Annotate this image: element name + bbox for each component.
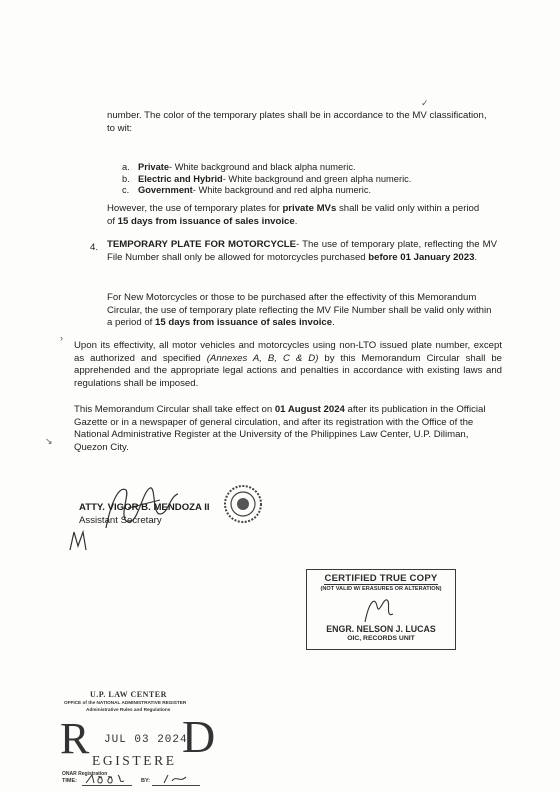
list-item: b. Electric and Hybrid- White background and green alpha numeric. bbox=[122, 173, 412, 184]
intro-paragraph: number. The color of the temporary plates shall be in accordance to the MV classification, to wit: bbox=[107, 110, 487, 134]
initials-mark bbox=[66, 528, 92, 554]
effectivity-paragraph: Upon its effectivity, all motor vehicles and motorcycles using non-LTO issued plate number, except as authorized and specified (Annexes A, B, C & D) by this Memorandum Circular shall be apprehended and the appropriate legal actions and penalties in accordance with existing laws and regulations shall be imposed. bbox=[74, 340, 502, 389]
registered-word: EGISTERE bbox=[92, 753, 177, 768]
official-seal-icon bbox=[223, 484, 263, 524]
signatory-title: Assistant Secretary bbox=[79, 515, 162, 526]
list-item: c. Government- White background and red alpha numeric. bbox=[122, 185, 372, 196]
certifier-name: ENGR. NELSON J. LUCAS bbox=[326, 624, 436, 634]
stamp-title: CERTIFIED TRUE COPY bbox=[324, 573, 438, 584]
registration-date: JUL 03 2024 bbox=[104, 734, 188, 746]
signatory-name: ATTY. VIGOR B. MENDOZA II bbox=[79, 502, 210, 513]
pen-mark: ✓ bbox=[421, 98, 429, 108]
law-center-header: U.P. LAW CENTER bbox=[90, 690, 167, 699]
stamp-note: (NOT VALID W/ ERASURES OR ALTERATION) bbox=[320, 586, 442, 592]
new-motorcycles-paragraph: For New Motorcycles or those to be purchased after the effectivity of this Memorandum Circular, the use of temporary plate reflecting the MV File Number shall be valid only within a period of 15 days from issuance of sales invoice. bbox=[107, 292, 492, 329]
classification-list bbox=[122, 162, 411, 197]
certifier-position: OIC, RECORDS UNIT bbox=[347, 635, 415, 642]
office-subtitle: Administrative Rules and Regulations bbox=[86, 707, 171, 712]
time-label: TIME: bbox=[62, 778, 77, 784]
onar-registration-stamp bbox=[60, 689, 230, 789]
list-item: a. Private- White background and black alpha numeric. bbox=[122, 162, 356, 172]
certifier-signature bbox=[359, 592, 399, 628]
office-name: OFFICE of the NATIONAL ADMINISTRATIVE REGISTER bbox=[64, 700, 187, 705]
pen-mark: ↘ bbox=[45, 436, 53, 446]
item-number: 4. bbox=[90, 242, 99, 253]
registration-handwriting bbox=[84, 773, 204, 787]
private-validity-paragraph: However, the use of temporary plates for private MVs shall be valid only within a period of 15 days from issuance of sales invoice. bbox=[107, 203, 480, 227]
onar-registration-label: ONAR Registration bbox=[62, 771, 108, 777]
motorcycle-plate-paragraph: TEMPORARY PLATE FOR MOTORCYCLE- The use of temporary plate, reflecting the MV File Number shall only be allowed for motorcycles purchased before 01 January 2023. bbox=[107, 239, 498, 263]
certified-true-copy-stamp bbox=[306, 569, 456, 650]
take-effect-paragraph: This Memorandum Circular shall take effect on 01 August 2024 after its publication in the Official Gazette or in a newspaper of general circulation, and after its registration with the Office of the National Administrative Register at the University of the Philippines Law Center, U.P. Diliman, Quezon City. bbox=[74, 404, 486, 453]
registered-letter-d: D bbox=[182, 711, 216, 762]
pen-mark: › bbox=[60, 333, 63, 343]
by-label: BY: bbox=[141, 778, 151, 784]
registered-letter-r: R bbox=[60, 714, 90, 763]
